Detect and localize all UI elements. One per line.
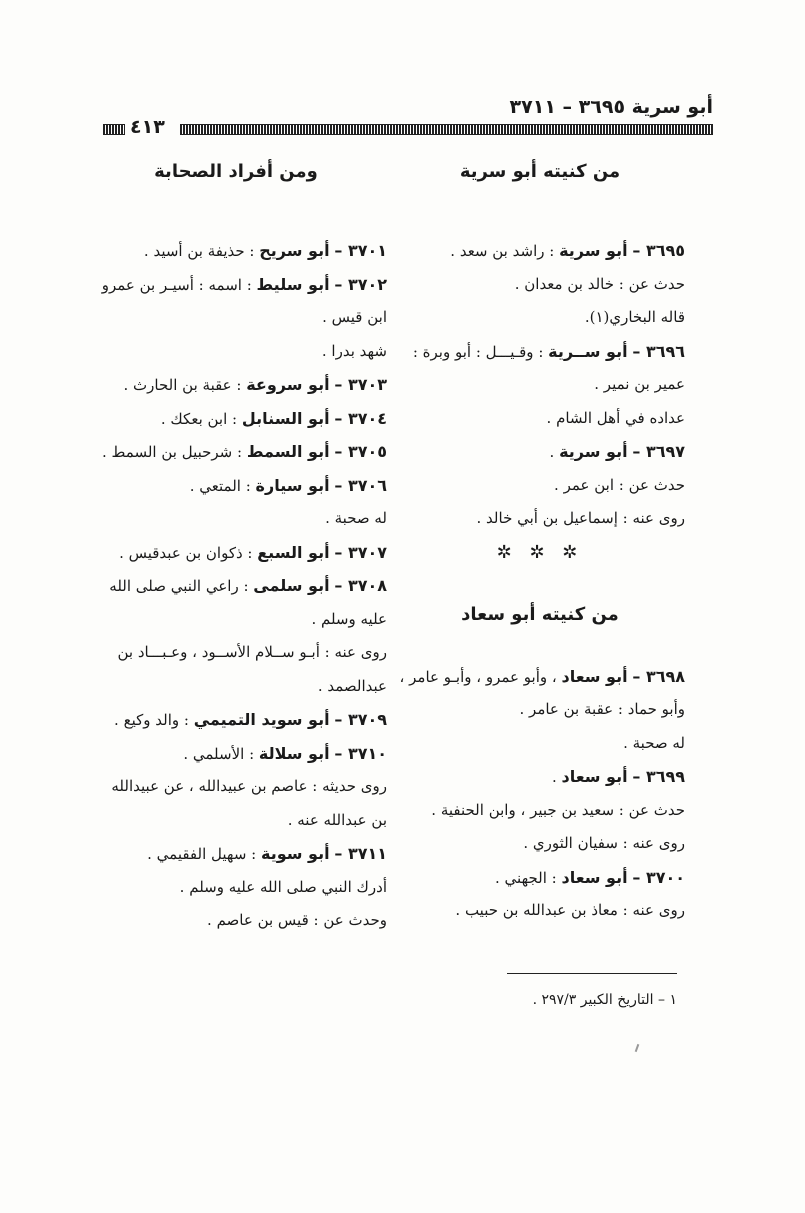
entry-line [85,737,387,771]
text-line [395,502,685,536]
entry-number: ٣٧٠١ – [334,241,387,260]
entry-number: ٣٧٠٩ – [334,710,387,729]
entry-number: ٣٧١١ – [334,844,387,863]
footnote-rule [507,973,677,974]
entry-number: ٣٧١٠ – [334,743,387,763]
entry-text: : اسمه : أسيـر بن عمرو [101,275,257,294]
entry-number: ٣٦٩٧ – [632,442,685,461]
entry-number: ٣٧٠٨ – [334,576,387,595]
entry-number: ٣٧٠٣ – [334,375,387,394]
text-line [85,502,387,536]
entry-text: : عقبة بن الحارث . [123,376,247,394]
entry-line [85,837,387,871]
line-text: أدرك النبي صلى الله عليه وسلم . [179,877,387,896]
entry-kunya: أبو سيارة [255,475,330,495]
line-text: بن عبدالله عنه . [287,810,387,829]
text-line [395,469,685,503]
line-text: له صحبة . [623,733,685,752]
entry-number: ٣٧٠٧ – [334,542,387,562]
entry-text: : الجهني . [495,868,562,887]
entry-line [395,760,685,794]
line-text: له صحبة . [325,509,387,527]
entry-text: : راشد بن سعد . [450,242,560,260]
entry-text: : ذكوان بن عبدقيس . [119,543,258,562]
scan-speck [635,1044,640,1052]
entry-line [85,536,387,570]
entry-kunya: أبو سليط [256,274,330,294]
entry-kunya: أبو السبع [257,542,330,562]
line-text: شهد بدرا . [321,341,387,360]
line-text: عليه وسلم . [311,609,387,628]
section-heading-abu-sariya: من كنيته أبو سرية [459,161,621,182]
entry-number: ٣٧٠٢ – [334,274,387,294]
entry-line [85,368,387,402]
line-text: عبدالصمد . [317,676,387,695]
entry-line [85,268,387,302]
line-text: حدث عن : سعيد بن جبير ، وابن الحنفية . [431,800,685,819]
entry-kunya: أبو السنابل [241,408,330,428]
entry-number: ٣٦٩٩ – [632,767,685,786]
entry-number: ٣٧٠٠ – [632,867,685,887]
line-text: روى عنه : سفيان الثوري . [523,834,685,852]
entry-text: : المتعي . [189,476,256,495]
entry-text: : ابن بعكك . [160,409,242,428]
text-line [85,670,387,704]
line-text: روى عنه : معاذ بن عبدالله بن حبيب . [455,901,685,919]
entry-number: ٣٧٠٥ – [334,442,387,461]
line-text: عمير بن نمير . [594,375,685,393]
text-line [395,402,685,436]
text-line [85,301,387,335]
line-text: ابن قيس . [322,308,387,326]
text-line [395,794,685,828]
text-line [395,301,685,335]
entry-kunya: أبو سوية [261,844,330,863]
text-line [395,268,685,302]
section-heading-sahaba: ومن أفراد الصحابة [154,161,318,182]
entries-sahaba [85,234,387,938]
line-text: وحدث عن : قيس بن عاصم . [207,911,387,929]
left-column [85,150,387,938]
entry-text: ، وأبو عمرو ، وأبـو عامر ، [399,667,562,686]
entry-text: : سهيل الفقيمي . [147,845,261,863]
page-number: ٤١٣ [130,116,165,138]
line-text: عداده في أهل الشام . [546,408,685,427]
entry-text: . [551,768,562,786]
entry-kunya: أبو سريح [259,241,330,260]
entry-line [395,435,685,469]
entry-text: : وقـيـــل : أبو وبرة : [412,342,549,361]
entry-text: : شرحبيل بن السمط . [102,443,247,461]
line-text: روى عنه : إسماعيل بن أبي خالد . [476,509,685,527]
section-heading-abu-suad: من كنيته أبو سعاد [461,603,619,625]
entry-line [85,469,387,503]
entry-text: : راعي النبي صلى الله [109,577,254,595]
entry-text: . [549,443,560,461]
text-line [85,636,387,670]
entry-number: ٣٦٩٨ – [632,666,685,686]
line-text: قاله البخاري(١). [584,308,685,326]
footnote: ١ – التاريخ الكبير ٢٩٧/٣ . [532,992,677,1008]
text-line [395,894,685,928]
entry-kunya: أبو سرية [559,241,628,260]
entry-kunya: أبو سلمى [253,576,330,595]
text-line [85,804,387,838]
entry-kunya: أبو سعاد [561,867,628,887]
text-line [85,770,387,804]
entries-abu-suad [395,660,685,928]
text-line [395,727,685,761]
header-rule [180,124,713,135]
entry-kunya: أبو سعاد [561,767,628,786]
text-line [85,335,387,369]
entry-kunya: أبو ســرية [548,341,628,361]
entry-number: ٣٦٩٥ – [632,241,685,260]
entry-line [395,234,685,268]
entry-text: : الأسلمي . [183,744,259,763]
entry-line [395,660,685,694]
entry-line [395,335,685,369]
line-text: روى حديثه : عاصم بن عبيدالله ، عن عبيدالله [111,777,387,795]
line-text: حدث عن : ابن عمر . [554,475,685,494]
running-header: أبو سرية ٣٦٩٥ – ٣٧١١ [509,96,713,118]
entry-text: : حذيفة بن أسيد . [143,242,260,260]
entry-line [85,703,387,737]
right-column [395,150,685,928]
line-text: روى عنه : أبـو ســلام الأســود ، وعـبـــاد بن [117,643,387,661]
text-line [85,603,387,637]
entry-kunya: أبو السمط [246,442,330,461]
entry-kunya: أبو سلالة [258,743,330,763]
entry-line [395,861,685,895]
text-line [395,368,685,402]
header-rule-end [103,124,125,135]
entry-kunya: أبو سعاد [561,666,628,686]
entry-kunya: أبو سويد التميمي [193,710,330,729]
entry-kunya: أبو سروعة [246,375,330,394]
text-line [85,871,387,905]
entry-kunya: أبو سرية [559,442,628,461]
entry-number: ٣٧٠٤ – [334,408,387,428]
text-line [395,827,685,861]
text-line [85,904,387,938]
separator-stars: ✲ ✲ ✲ [496,541,584,563]
line-text: وأبو حماد : عقبة بن عامر . [519,700,685,718]
entry-number: ٣٦٩٦ – [632,341,685,361]
entry-line [85,234,387,268]
entry-line [85,435,387,469]
entry-number: ٣٧٠٦ – [334,475,387,495]
text-line [395,693,685,727]
entries-abu-sariya [395,234,685,536]
entry-line [85,569,387,603]
line-text: حدث عن : خالد بن معدان . [514,274,685,293]
entry-text: : والد وكيع . [114,711,194,729]
entry-line [85,402,387,436]
